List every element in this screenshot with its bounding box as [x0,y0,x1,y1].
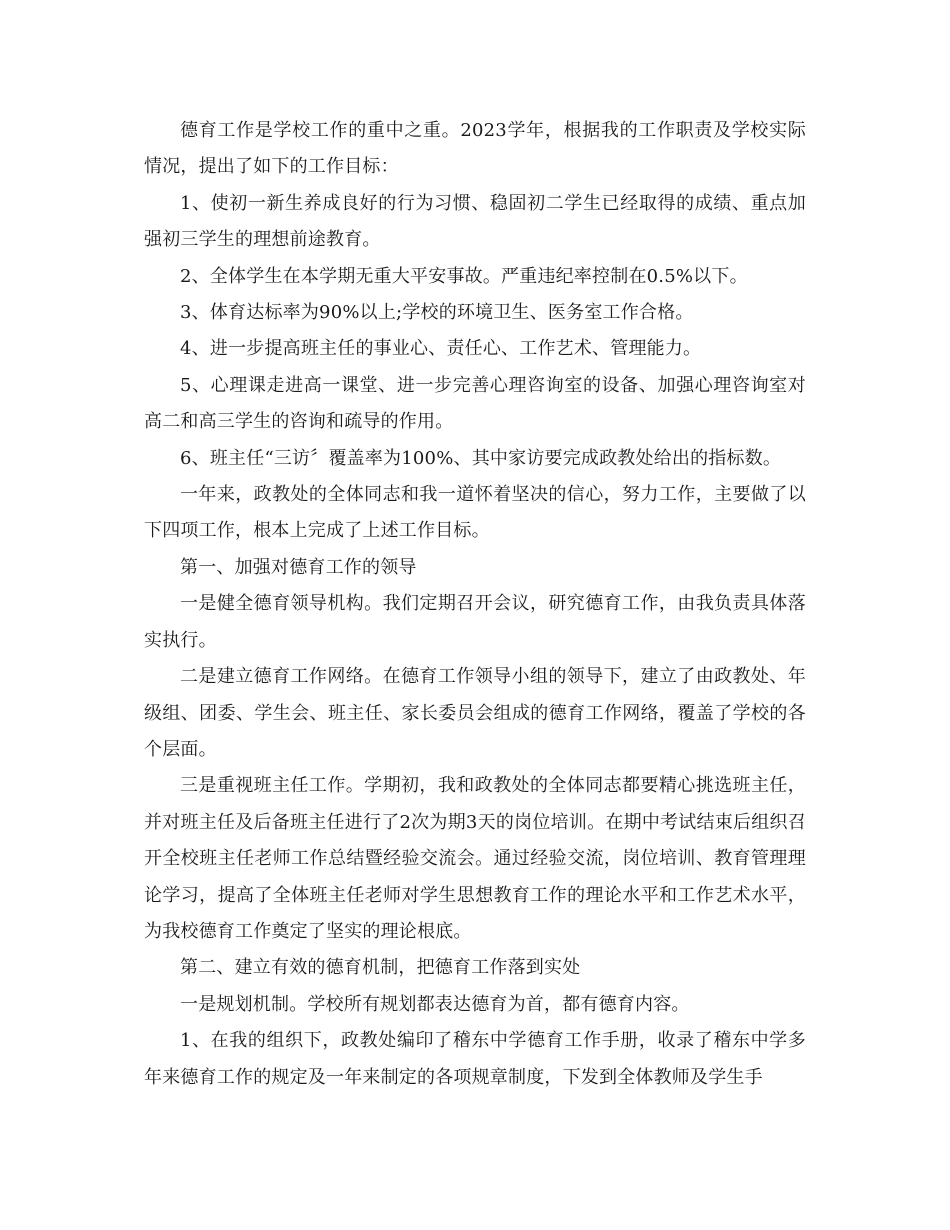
paragraph-goal-5: 5、心理课走进高一课堂、进一步完善心理咨询室的设备、加强心理咨询室对高二和高三学生的咨询和疏导的作用。 [144,374,806,433]
section-heading-2: 第二、建立有效的德育机制，把德育工作落到实处 [180,957,581,979]
paragraph-leadership-3: 三是重视班主任工作。学期初，我和政教处的全体同志都要精心挑选班主任，并对班主任及后备班主任进行了2次为期3天的岗位培训。在期中考试结束后组织召开全校班主任老师工作总结暨经验交流会。通过经验交流，岗位培训、教育管理理论学习，提高了全体班主任老师对学生思想教育工作的理论水平和工作艺术水平，为我校德育工作奠定了坚实的理论根底。 [144,775,806,942]
paragraph-mechanism-1: 一是规划机制。学校所有规划都表达德育为首，都有德育内容。 [180,993,690,1015]
paragraph-leadership-2: 二是建立德育工作网络。在德育工作领导小组的领导下，建立了由政教处、年级组、团委、学生会、班主任、家长委员会组成的德育工作网络，覆盖了学校的各个层面。 [144,666,806,760]
section-heading-1: 第一、加强对德育工作的领导 [180,556,417,578]
paragraph-summary: 一年来，政教处的全体同志和我一道怀着坚决的信心，努力工作，主要做了以下四项工作，根本上完成了上述工作目标。 [144,484,806,542]
paragraph-intro: 德育工作是学校工作的重中之重。2023学年，根据我的工作职责及学校实际情况，提出了如下的工作目标： [144,120,806,178]
paragraph-goal-3: 3、体育达标率为90%以上;学校的环境卫生、医务室工作合格。 [180,302,694,324]
document-body [144,113,806,1096]
paragraph-goal-4: 4、进一步提高班主任的事业心、责任心、工作艺术、管理能力。 [180,338,702,360]
paragraph-mechanism-1-item-1: 1、在我的组织下，政教处编印了稽东中学德育工作手册，收录了稽东中学多年来德育工作的规定及一年来制定的各项规章制度，下发到全体教师及学生手 [144,1030,806,1088]
paragraph-leadership-1: 一是健全德育领导机构。我们定期召开会议，研究德育工作，由我负责具体落实执行。 [144,593,806,651]
paragraph-goal-6: 6、班主任“三访〞覆盖率为100%、其中家访要完成政教处给出的指标数。 [180,447,782,469]
paragraph-goal-1: 1、使初一新生养成良好的行为习惯、稳固初二学生已经取得的成绩、重点加强初三学生的理想前途教育。 [144,192,806,251]
paragraph-goal-2: 2、全体学生在本学期无重大平安事故。严重违纪率控制在0.5%以下。 [180,265,748,287]
